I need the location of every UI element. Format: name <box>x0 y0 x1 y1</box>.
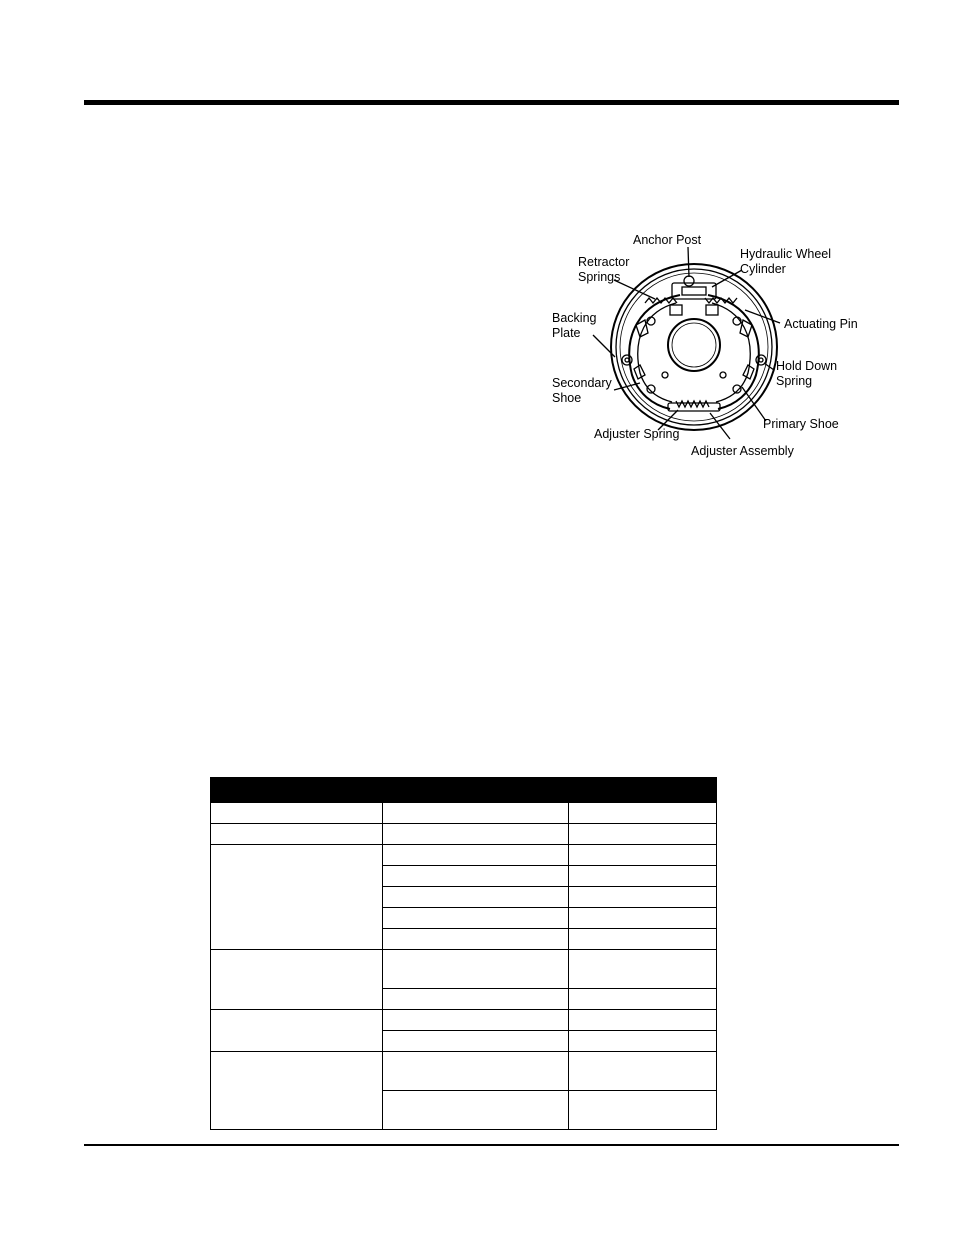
drum-brake-diagram <box>540 225 880 470</box>
label-retractor-line1: Retractor <box>578 255 630 269</box>
table-cell <box>383 908 569 929</box>
label-secondary-line2: Shoe <box>552 391 582 405</box>
table-group-cell <box>211 950 383 1010</box>
table-cell <box>569 845 717 866</box>
table-cell <box>383 1091 569 1130</box>
table-cell <box>383 803 569 824</box>
table-group-cell <box>211 845 383 950</box>
table-group-cell <box>211 1052 383 1130</box>
label-hydraulic-line2: Cylinder <box>740 262 786 276</box>
label-hold-down-spring <box>776 359 837 389</box>
table-cell <box>383 1052 569 1091</box>
label-backing-plate <box>552 311 596 341</box>
table-header-cell-1 <box>211 778 383 803</box>
table-cell <box>383 1031 569 1052</box>
label-actuating-pin: Actuating Pin <box>784 317 858 331</box>
label-adjuster-assembly: Adjuster Assembly <box>691 444 794 458</box>
label-backing-line2: Plate <box>552 326 581 340</box>
label-retractor-line2: Springs <box>578 270 621 284</box>
table-row <box>211 1010 717 1031</box>
label-hydraulic-line1: Hydraulic Wheel <box>740 247 832 261</box>
table-cell <box>211 824 383 845</box>
table-cell <box>569 1031 717 1052</box>
table-cell <box>569 929 717 950</box>
label-secondary-shoe <box>552 376 612 406</box>
table-cell <box>569 1091 717 1130</box>
label-primary-shoe: Primary Shoe <box>763 417 839 431</box>
table-row <box>211 803 717 824</box>
table-header-cell-2 <box>383 778 569 803</box>
table-cell <box>211 803 383 824</box>
table-cell <box>383 866 569 887</box>
label-retractor-springs <box>578 255 629 285</box>
table-cell <box>383 929 569 950</box>
table-cell <box>383 887 569 908</box>
label-backing-line1: Backing <box>552 311 597 325</box>
label-anchor-post: Anchor Post <box>633 233 702 247</box>
table-cell <box>383 845 569 866</box>
table-cell <box>383 1010 569 1031</box>
table-cell <box>569 824 717 845</box>
label-adjuster-spring: Adjuster Spring <box>594 427 680 441</box>
label-hydraulic-wheel-cylinder <box>740 247 831 277</box>
header-rule <box>84 100 899 105</box>
label-hold-down-line2: Spring <box>776 374 813 388</box>
spec-table <box>210 777 717 1130</box>
table-cell <box>569 1010 717 1031</box>
table-cell <box>569 887 717 908</box>
table-cell <box>569 908 717 929</box>
table-header-cell-3 <box>569 778 717 803</box>
label-hold-down-line1: Hold Down <box>776 359 838 373</box>
table-cell <box>569 950 717 989</box>
table-cell <box>383 989 569 1010</box>
table-row <box>211 845 717 866</box>
table-cell <box>569 1052 717 1091</box>
table-cell <box>569 989 717 1010</box>
footer-rule <box>84 1144 899 1146</box>
table-row <box>211 824 717 845</box>
table-header-row <box>211 778 717 803</box>
table-cell <box>569 866 717 887</box>
label-secondary-line1: Secondary <box>552 376 612 390</box>
table-row <box>211 1052 717 1091</box>
table-cell <box>383 950 569 989</box>
table-group-cell <box>211 1010 383 1052</box>
table-cell <box>383 824 569 845</box>
table-row <box>211 950 717 989</box>
table-cell <box>569 803 717 824</box>
